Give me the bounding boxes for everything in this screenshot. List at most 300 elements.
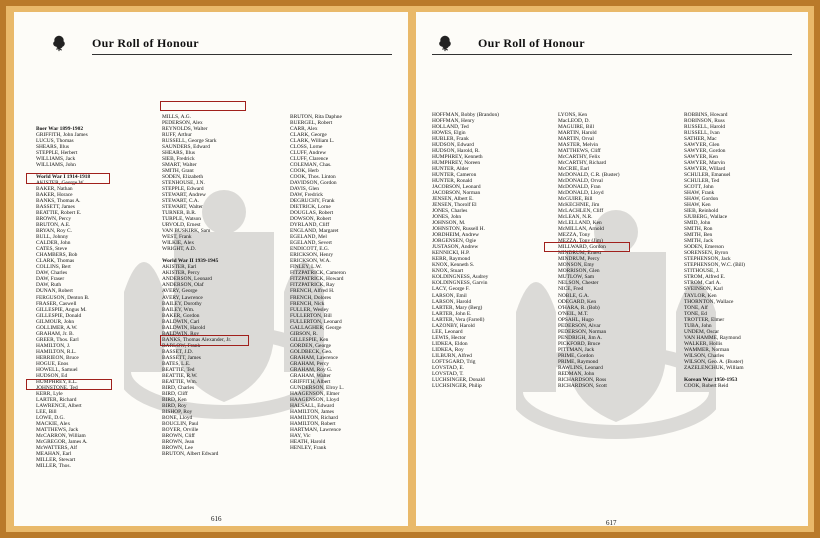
- name-line: SHAW, Ken: [684, 202, 711, 209]
- name-line: BULL, Johnny: [36, 234, 69, 241]
- name-line: SAWYER, Ken: [684, 154, 719, 161]
- name-column-2: [162, 102, 231, 457]
- name-line: PEDERSON, Norman: [558, 328, 607, 335]
- name-line: BROWN, Jean: [162, 438, 195, 445]
- name-line: McMILLAN, Arnold: [558, 226, 604, 233]
- name-line: TONE, Ed: [684, 310, 707, 317]
- name-line: COOK, Robert Reid: [684, 382, 729, 389]
- name-line: LARSON, Emil: [432, 292, 467, 299]
- name-line: ANDERSON, Olaf: [162, 282, 204, 289]
- name-line: McGUIRE, Bill: [558, 196, 593, 203]
- name-line: GIBSON, R.: [290, 330, 318, 337]
- name-line: GRAHAM, Roy G.: [290, 366, 333, 373]
- name-line: DAW, Charles: [36, 270, 68, 277]
- name-line: PEDERSON, Alex: [162, 120, 203, 127]
- name-column-4: [432, 100, 499, 389]
- name-line: MEZZA, Tony: [558, 232, 591, 239]
- name-line: HOFFMAN, Bobby (Brandon): [432, 112, 499, 119]
- name-line: FRENCH, Dolores: [290, 294, 332, 301]
- right-page: [416, 12, 808, 526]
- name-line: URVOLD, Ernest: [162, 222, 201, 229]
- name-line: SMITH, Jack: [684, 238, 714, 245]
- name-line: BRUTON, Albert Edward: [162, 450, 219, 457]
- name-line: WILSON, Geo. A. (Buster): [684, 358, 744, 365]
- highlight-box: [160, 335, 249, 346]
- name-line: SCHULER, Ted: [684, 178, 720, 185]
- name-line: ZAZELENCHUK, William: [684, 364, 744, 371]
- name-line: BALDWIN, Roy: [162, 330, 200, 337]
- name-line: FITZPATRICK, Howard: [290, 276, 344, 283]
- left-page: [14, 12, 408, 526]
- name-line: GORDEN, George: [290, 342, 331, 349]
- name-line: TUBA, John: [684, 322, 712, 329]
- name-line: BEATTIE, Robert E.: [36, 210, 82, 217]
- name-line: MONSON, Emy: [558, 262, 595, 269]
- name-line: HAMILTON, R.L.: [36, 348, 77, 355]
- name-line: SVEINSON, Karl: [684, 286, 723, 293]
- name-line: SORENSEN, Byron: [684, 250, 729, 257]
- name-line: MUTLOW, Sam: [558, 274, 595, 281]
- name-line: BIRD, Cliff: [162, 390, 188, 397]
- name-line: SATHER, Mac: [684, 136, 717, 143]
- name-line: SHEARS, Illus: [36, 144, 69, 151]
- name-line: SODEN, Emerson: [684, 244, 724, 251]
- name-line: TROTTER, Elmer: [684, 316, 725, 323]
- name-line: McDONALD, Fran: [558, 184, 601, 191]
- name-line: DAVIDSON, Gordon: [290, 180, 337, 187]
- name-line: PRIME, Raymond: [558, 358, 599, 365]
- name-line: VAN HAMME, Raymond: [684, 334, 741, 341]
- name-line: EGELAND, Mel: [290, 234, 327, 241]
- name-line: GILLESPIE, Donald: [36, 312, 82, 319]
- name-line: HERRIEON, Bruce: [36, 354, 79, 361]
- highlight-box: [160, 101, 246, 111]
- name-line: HUMPHREY, Noreen: [432, 160, 481, 167]
- name-line: LOWE, D.G.: [36, 414, 65, 421]
- name-line: GREER, Thos. Earl: [36, 336, 79, 343]
- name-line: LILBURN, Alfred: [432, 352, 472, 359]
- name-line: HUBLER, Frank: [432, 136, 469, 143]
- name-line: DEGRUCHY, Frank: [290, 198, 335, 205]
- name-line: LOFTSGARD, Trig: [432, 358, 476, 365]
- name-line: BAKER, Nathan: [36, 186, 73, 193]
- name-line: LOVSTAD, T.: [432, 370, 464, 377]
- title-rule: [92, 54, 392, 55]
- name-line: MORRISON, Glen: [558, 268, 600, 275]
- name-line: BUERGEL, Robert: [290, 120, 333, 127]
- name-line: COLEMAN, Chas.: [290, 162, 332, 169]
- name-line: BALDWIN, Carl: [162, 318, 200, 325]
- name-line: BOYER, Orville: [162, 426, 199, 433]
- name-line: SMITH, Grant: [162, 168, 194, 175]
- name-line: MILLS, A.G.: [162, 114, 192, 121]
- name-column-3: [290, 102, 346, 451]
- name-line: RUSSELL, Harold: [684, 124, 726, 131]
- name-line: SHAW, Frank: [684, 190, 715, 197]
- name-line: JOHNSTONE, Ted: [36, 384, 78, 391]
- name-line: CARR, Alex: [290, 126, 318, 133]
- name-line: KNOX, Stuart: [432, 268, 464, 275]
- name-line: STROM, Carl A.: [684, 280, 721, 287]
- name-line: NOBLE, G.A.: [558, 292, 590, 299]
- name-line: DYRLAND, Cliff: [290, 222, 330, 229]
- name-line: BATES, L.E.: [162, 360, 191, 367]
- name-line: McDONALD, Orval: [558, 178, 603, 185]
- name-line: AVERY, George: [162, 288, 198, 295]
- name-line: KNOX, Kenneth S.: [432, 262, 475, 269]
- name-line: LACY, George F.: [432, 286, 470, 293]
- name-line: BAILEY, Wm.: [162, 306, 195, 313]
- name-line: BANKS, Thomas A.: [36, 198, 81, 205]
- name-line: WAMMER, Norman: [684, 346, 730, 353]
- name-line: BASSETT, James: [162, 354, 201, 361]
- name-line: AKISTER, Percy: [162, 270, 200, 277]
- name-line: SHEARS, Illus: [162, 150, 195, 157]
- title-rule: [432, 54, 792, 55]
- name-line: JORDHEIM, Andrew: [432, 232, 480, 239]
- name-line: COLLINS, Bert: [36, 264, 71, 271]
- name-line: BAILEY, Dorothy: [162, 300, 202, 307]
- name-line: RICHARDSON, Ross: [558, 376, 607, 383]
- name-line: MILLER, Thos.: [36, 462, 71, 469]
- name-line: WILLIAMS, John: [36, 162, 76, 169]
- name-line: McCRIE, Earl: [558, 166, 590, 173]
- name-line: SMART, Walter: [162, 162, 197, 169]
- name-line: BROWN, Percy: [36, 216, 72, 223]
- name-line: STEPHENSON, Jack: [684, 256, 731, 263]
- name-line: STROM, Alfred E.: [684, 274, 726, 281]
- name-line: WALKER, Hollis: [684, 340, 723, 347]
- name-line: BEATTIE, Wm.: [162, 378, 198, 385]
- name-line: GILMOUR, John: [36, 318, 75, 325]
- name-line: HEATH, Harold: [290, 438, 326, 445]
- name-line: GOLLIMER, A.W.: [36, 324, 78, 331]
- section-heading: Boer War 1899-1902: [36, 126, 84, 133]
- name-line: ENGLAND, Margaret: [290, 228, 339, 235]
- name-line: SAWYER, Gordon: [684, 148, 726, 155]
- name-line: SIEB, Fredrick: [162, 156, 195, 163]
- name-line: HAMILTON, James: [290, 408, 335, 415]
- name-line: MEAHAN, Earl: [36, 450, 72, 457]
- name-line: SMITH, Ben: [684, 232, 713, 239]
- name-line: O'NEIL, M.T.: [558, 310, 589, 317]
- name-line: HOWELL, Samuel: [36, 366, 78, 373]
- name-line: VAN BUSKIRK, Sam: [162, 228, 211, 235]
- name-line: KOLDINGNESS, Garvin: [432, 280, 488, 287]
- name-line: HUNTER, Alder: [432, 166, 469, 173]
- name-line: HAMILTON, J.: [36, 342, 71, 349]
- name-line: LIDKEA, Eldon: [432, 340, 468, 347]
- name-line: LAWRENCE, Albert: [36, 402, 82, 409]
- name-line: HOLLAND, Ted: [432, 124, 469, 131]
- name-line: LEE, Leonard: [432, 328, 463, 335]
- name-line: BIRD, Ken: [162, 396, 187, 403]
- name-line: FULLER, Wesley: [290, 306, 329, 313]
- name-line: CLUFF, Andrew: [290, 150, 327, 157]
- name-line: JACOBSON, Leonard: [432, 184, 481, 191]
- name-line: BAKER, Horace: [36, 192, 73, 199]
- name-line: MILLER, Stewart: [36, 456, 76, 463]
- name-line: BIRD, Charles: [162, 384, 195, 391]
- name-line: LARSON, Harold: [432, 298, 472, 305]
- name-line: WRIGHT, A.D.: [162, 246, 197, 253]
- name-line: DAW, Fredrick: [290, 192, 323, 199]
- name-line: McGREGOR, James A.: [36, 438, 88, 445]
- name-line: AKISTER, Earl: [162, 264, 197, 271]
- name-line: WEST, Frank: [162, 234, 192, 241]
- name-line: JORGENSEN, Ogie: [432, 238, 477, 245]
- name-line: BANKS, Thomas Alexander, Jr.: [162, 336, 232, 343]
- name-line: GRAHAM, Lawrence: [290, 354, 338, 361]
- highlight-box: [26, 173, 110, 187]
- name-line: AVERY, Lawrence: [162, 294, 203, 301]
- name-line: ERICKSON, W.A.: [290, 258, 331, 265]
- name-line: TAYLOR, Ken: [684, 292, 717, 299]
- name-line: ODEGARD, Ken: [558, 298, 597, 305]
- name-line: MARTIN, Orval: [558, 136, 594, 143]
- name-line: WILSON, Charles: [684, 352, 725, 359]
- name-line: MacLEOD, D.: [558, 118, 590, 125]
- name-line: MAGUIRE, Bill: [558, 124, 594, 131]
- name-line: HALSALL, Edward: [290, 402, 335, 409]
- name-line: LIDKEA, Roy: [432, 346, 464, 353]
- name-line: SMID, John: [684, 220, 711, 227]
- name-line: MASTER, Melvin: [558, 142, 599, 149]
- name-line: HUMPHREY, E.L.: [36, 378, 78, 385]
- name-line: CALDER, John: [36, 240, 71, 247]
- name-line: DOWSON, Robert: [290, 216, 332, 223]
- name-line: PITTMAN, Jack: [558, 346, 595, 353]
- name-line: BIRD, Roy: [162, 402, 187, 409]
- name-line: FERGUSON, Denton B.: [36, 294, 90, 301]
- name-line: McWATTERS, Alf: [36, 444, 78, 451]
- name-line: BRUTON, A.E.: [36, 222, 71, 229]
- name-line: SAUNDERS, Edward: [162, 144, 210, 151]
- name-line: JUSTASON, Andrew: [432, 244, 479, 251]
- name-line: JENSEN, Albert E.: [432, 196, 474, 203]
- name-line: BARLOW, Frank: [162, 342, 201, 349]
- name-line: COOK, Herb: [290, 168, 319, 175]
- name-line: LAZONBY, Harold: [432, 322, 475, 329]
- name-line: RAWLINS, Leonard: [558, 364, 603, 371]
- name-line: SJUBERG, Wallace: [684, 214, 728, 221]
- name-line: JENSEN, Thorolf El: [432, 202, 477, 209]
- name-line: HOWES, Elgin: [432, 130, 466, 137]
- name-line: HENLEY, Frank: [290, 444, 327, 451]
- name-line: MINDRUM, Percy: [558, 256, 600, 263]
- name-line: LEWIS, Hector: [432, 334, 466, 341]
- name-line: SHAW, Gordon: [684, 196, 719, 203]
- name-line: LOVSTAD, E.: [432, 364, 465, 371]
- name-line: GRIFFITH, Albert: [290, 378, 331, 385]
- name-line: McCARTHY, Richard: [558, 160, 607, 167]
- name-line: GALLAGHER, George: [290, 324, 342, 331]
- name-line: JACOBSON, Norman: [432, 190, 481, 197]
- name-line: ENDICOTT, E.G.: [290, 246, 330, 253]
- name-line: CLUFF, Clarence: [290, 156, 329, 163]
- name-line: HAAGENSON, Elmer: [290, 390, 340, 397]
- name-line: SAWYER, Marvin: [684, 160, 725, 167]
- name-line: LARTER, John E.: [432, 310, 472, 317]
- name-line: KERR, Lyle: [36, 390, 63, 397]
- name-line: STENHOUSE, J.N.: [162, 180, 205, 187]
- name-line: CATES, Steve: [36, 246, 68, 253]
- name-line: GILLESPIE, Ken: [290, 336, 329, 343]
- scan-frame: [6, 6, 814, 532]
- name-line: McLEAN, N.R.: [558, 214, 593, 221]
- name-line: DAW, Ruth: [36, 282, 62, 289]
- name-line: BAKER, Gordon: [162, 312, 200, 319]
- name-line: BISHOP, Roy: [162, 408, 193, 415]
- section-heading: World War I 1914-1918: [36, 174, 91, 181]
- name-line: DAVIS, Glen: [290, 186, 319, 193]
- name-line: GRAHAM, Percy: [290, 360, 329, 367]
- name-line: CLARK, William L.: [290, 138, 335, 145]
- name-line: BALDWIN, Harold: [162, 324, 206, 331]
- name-line: NICE, Fred: [558, 286, 584, 293]
- name-line: PENDRIGH, Jim A.: [558, 334, 603, 341]
- name-line: GRIFFITH, John James: [36, 132, 88, 139]
- name-line: FRENCH, Alfred H.: [290, 288, 335, 295]
- highlight-box: [544, 242, 630, 252]
- name-line: HUMPHREY, Kenneth: [432, 154, 483, 161]
- highlight-box: [26, 379, 112, 390]
- name-line: UNDEM, Oscar: [684, 328, 720, 335]
- name-line: LARTER, Mary (Berg): [432, 304, 483, 311]
- name-line: AKISTER, George W.: [36, 180, 85, 187]
- name-line: CLOSS, Lorne: [290, 144, 323, 151]
- name-line: SIEB, Reinhold: [684, 208, 719, 215]
- name-line: COOK, Thos. Linton: [290, 174, 336, 181]
- name-line: FRENCH, Nick: [290, 300, 325, 307]
- name-line: MINDRUM, Ernest: [558, 250, 602, 257]
- name-line: HUDSON, Ed: [36, 372, 68, 379]
- name-line: BASSETT, James: [36, 204, 75, 211]
- name-line: HAY, Vic: [290, 432, 311, 439]
- page-number: 616: [211, 515, 222, 523]
- name-line: LYONS, Ken: [558, 112, 588, 119]
- name-line: FULLERTON, Leonard: [290, 318, 342, 325]
- name-line: FITZPATRICK, Cameron: [290, 270, 346, 277]
- name-line: CHAMBERS, Bob: [36, 252, 78, 259]
- name-line: MILLWARD, Gordon: [558, 244, 606, 251]
- name-line: EGELAND, Severt: [290, 240, 332, 247]
- name-line: HUNTER, Cameron: [432, 172, 477, 179]
- name-line: LEE, Bill: [36, 408, 57, 415]
- name-line: BOUCLIN, Paul: [162, 420, 199, 427]
- name-line: HARTMAN, Lawrence: [290, 426, 341, 433]
- name-line: STEPPLE, Herbert: [36, 150, 78, 157]
- name-line: HAAGENSON, Lloyd: [290, 396, 340, 403]
- name-line: JOHNSON, M.: [432, 220, 466, 227]
- name-line: RUSSELL, Ivan: [684, 130, 720, 137]
- name-line: CLARK, Thomas: [36, 258, 75, 265]
- name-line: HUDSON, Harold, R.: [432, 148, 480, 155]
- section-heading: World War II 1939-1945: [162, 258, 219, 265]
- name-line: DAW, Fraser: [36, 276, 65, 283]
- name-line: HAMILTON, Robert: [290, 420, 336, 427]
- name-line: KENNICKI, H.P.: [432, 250, 470, 257]
- name-line: DIETRICK, Lorne: [290, 204, 331, 211]
- name-line: MEZZA, Tony (Jim): [558, 238, 603, 245]
- name-line: STEWART, Andrew: [162, 192, 206, 199]
- name-line: REDMAN, John: [558, 370, 595, 377]
- name-line: BRYAN, Roy C.: [36, 228, 72, 235]
- name-line: BEATTIE, Ted: [162, 366, 195, 373]
- name-line: MATTHEWS, Jack: [36, 426, 79, 433]
- name-line: WILLIAMS, Jack: [36, 156, 76, 163]
- name-line: FITZPATRICK, Ray: [290, 282, 335, 289]
- name-line: MATTHEWS, Cliff: [558, 148, 601, 155]
- name-line: PRIME, Gordon: [558, 352, 594, 359]
- name-line: ROBBINS, Howard: [684, 112, 728, 119]
- name-line: McCARTHY, Felix: [558, 154, 601, 161]
- name-line: ROBINSON, Russ: [684, 118, 725, 125]
- name-line: PEDERSON, Alvar: [558, 322, 601, 329]
- name-line: SMITH, Ron: [684, 226, 713, 233]
- name-line: SCOTT, John: [684, 184, 714, 191]
- name-line: HOFFMAN, Henry: [432, 118, 475, 125]
- name-line: STEWART, Walter: [162, 204, 203, 211]
- name-line: ERICKSON, Henry: [290, 252, 334, 259]
- name-line: LARTER, Richard: [36, 396, 77, 403]
- name-line: DUNAN, Robert: [36, 288, 73, 295]
- name-line: LARTER, Vera (Farrell): [432, 316, 485, 323]
- name-line: McDONALD, Lloyd: [558, 190, 604, 197]
- name-line: McKECHNIE, Jim: [558, 202, 600, 209]
- page-title: Our Roll of Honour: [92, 36, 199, 50]
- name-line: THORNTON, Wallace: [684, 298, 734, 305]
- name-line: BONE, Lloyd: [162, 414, 193, 421]
- name-line: BASSET, J.D.: [162, 348, 194, 355]
- rose-emblem-icon: [436, 34, 454, 52]
- name-line: ANDERSON, Leonard: [162, 276, 213, 283]
- name-line: O'HARA, R. (Bob): [558, 304, 600, 311]
- name-line: BROWN, Lee: [162, 444, 193, 451]
- name-line: JOHNSTON, Russell H.: [432, 226, 485, 233]
- name-line: DOUGLAS, Robert: [290, 210, 334, 217]
- name-line: HUNTER, Ronald: [432, 178, 473, 185]
- name-line: GRAHAM, Jr. B.: [36, 330, 74, 337]
- name-line: MACKIE, Alex: [36, 420, 71, 427]
- name-line: McLACHLEN, Cliff: [558, 208, 604, 215]
- name-line: BEATTIE, R.W.: [162, 372, 198, 379]
- name-line: KERR, Raymond: [432, 256, 471, 263]
- name-line: STEWART, C.A.: [162, 198, 200, 205]
- section-heading: Korean War 1950-1953: [684, 376, 738, 383]
- rose-emblem-icon: [50, 34, 68, 52]
- name-line: SAWYER, Willard: [684, 166, 726, 173]
- name-line: BRUTON, Rita Daphne: [290, 114, 342, 121]
- name-line: STITHOUSE, J.: [684, 268, 720, 275]
- page-number: 617: [606, 519, 617, 526]
- name-line: SODEN, Elizabeth: [162, 174, 204, 181]
- name-line: CLARK, George: [290, 132, 327, 139]
- name-line: LUCUS, Thomas: [36, 138, 74, 145]
- name-column-6: [684, 100, 745, 389]
- name-line: PICKFORD, Bruce: [558, 340, 601, 347]
- name-line: LUCHSINGER, Philip: [432, 382, 482, 389]
- name-line: RICHARDSON, Scott: [558, 382, 607, 389]
- name-line: HOGUE, Enos: [36, 360, 69, 367]
- name-line: JONES, Charles: [432, 208, 468, 215]
- name-line: GOLDBECK, Geo.: [290, 348, 333, 355]
- name-line: BROWN, Cliff: [162, 432, 195, 439]
- name-line: SAWYER, Glen: [684, 142, 720, 149]
- name-line: GUNDERSON, Elroy L.: [290, 384, 344, 391]
- name-line: HAMILTON, Richard: [290, 414, 338, 421]
- name-line: LUCHSINGER, Donald: [432, 376, 485, 383]
